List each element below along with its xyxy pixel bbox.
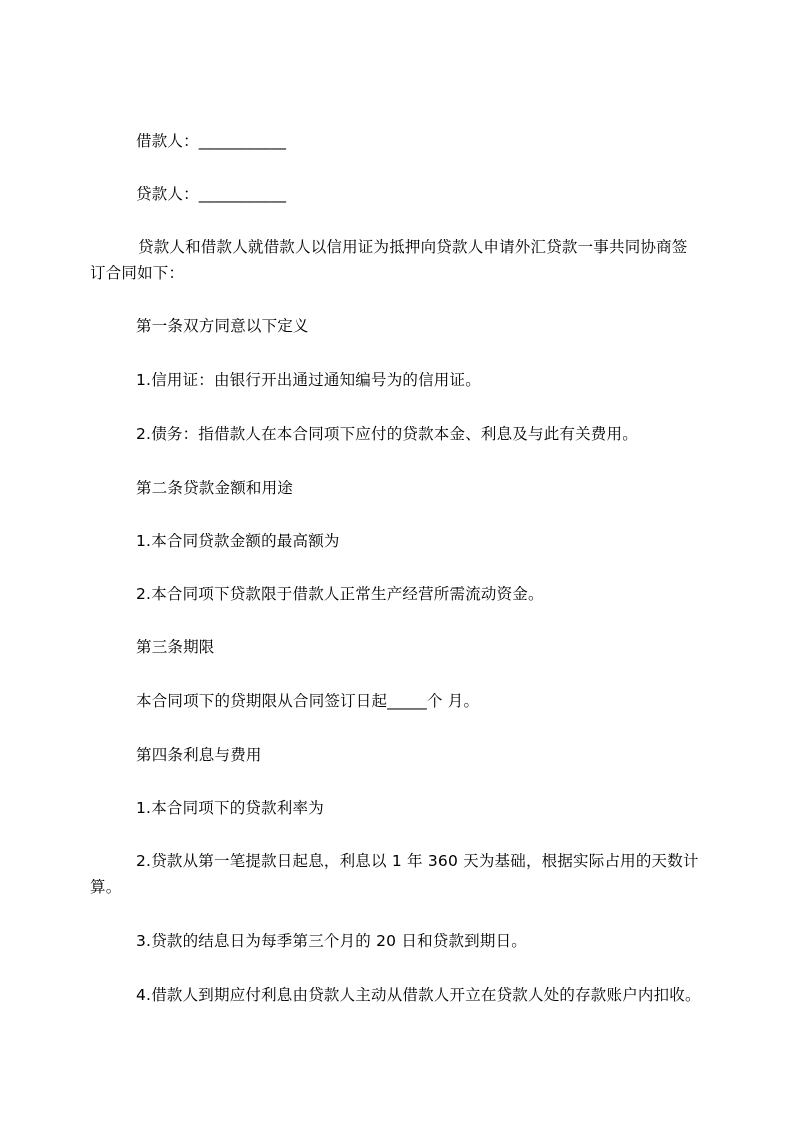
article-1-title: 第一条双方同意以下定义	[136, 317, 309, 335]
intro-paragraph	[90, 234, 710, 286]
article-3-title: 第三条期限	[136, 638, 215, 656]
article-4-item-2-line-1: 2.贷款从第一笔提款日起息，利息以 1 年 360 天为基础，根据实际占用的天数计	[136, 852, 699, 870]
article-1-item-1: 1.信用证：由银行开出通过通知编号为的信用证。	[136, 371, 481, 389]
article-3-text: 本合同项下的贷期限从合同签订日起_____个 月。	[136, 692, 480, 710]
article-2-item-1: 1.本合同贷款金额的最高额为	[136, 532, 340, 550]
article-4-item-3: 3.贷款的结息日为每季第三个月的 20 日和贷款到期日。	[136, 932, 527, 950]
lender-line: 贷款人：___________	[136, 185, 287, 203]
article-2-item-2: 2.本合同项下贷款限于借款人正常生产经营所需流动资金。	[136, 585, 544, 603]
article-4-item-2	[90, 848, 710, 900]
article-4-item-4: 4.借款人到期应付利息由贷款人主动从借款人开立在贷款人处的存款账户内扣收。	[136, 986, 701, 1004]
article-4-item-1: 1.本合同项下的贷款利率为	[136, 799, 324, 817]
intro-line-2: 订合同如下：	[90, 264, 185, 282]
article-4-item-2-line-2: 算。	[90, 878, 122, 896]
article-4-title: 第四条利息与费用	[136, 746, 262, 764]
intro-line-1: 贷款人和借款人就借款人以信用证为抵押向贷款人申请外汇贷款一事共同协商签	[138, 238, 688, 256]
article-2-title: 第二条贷款金额和用途	[136, 479, 294, 497]
article-1-item-2: 2.债务：指借款人在本合同项下应付的贷款本金、利息及与此有关费用。	[136, 425, 638, 443]
borrower-line: 借款人：___________	[136, 132, 287, 150]
